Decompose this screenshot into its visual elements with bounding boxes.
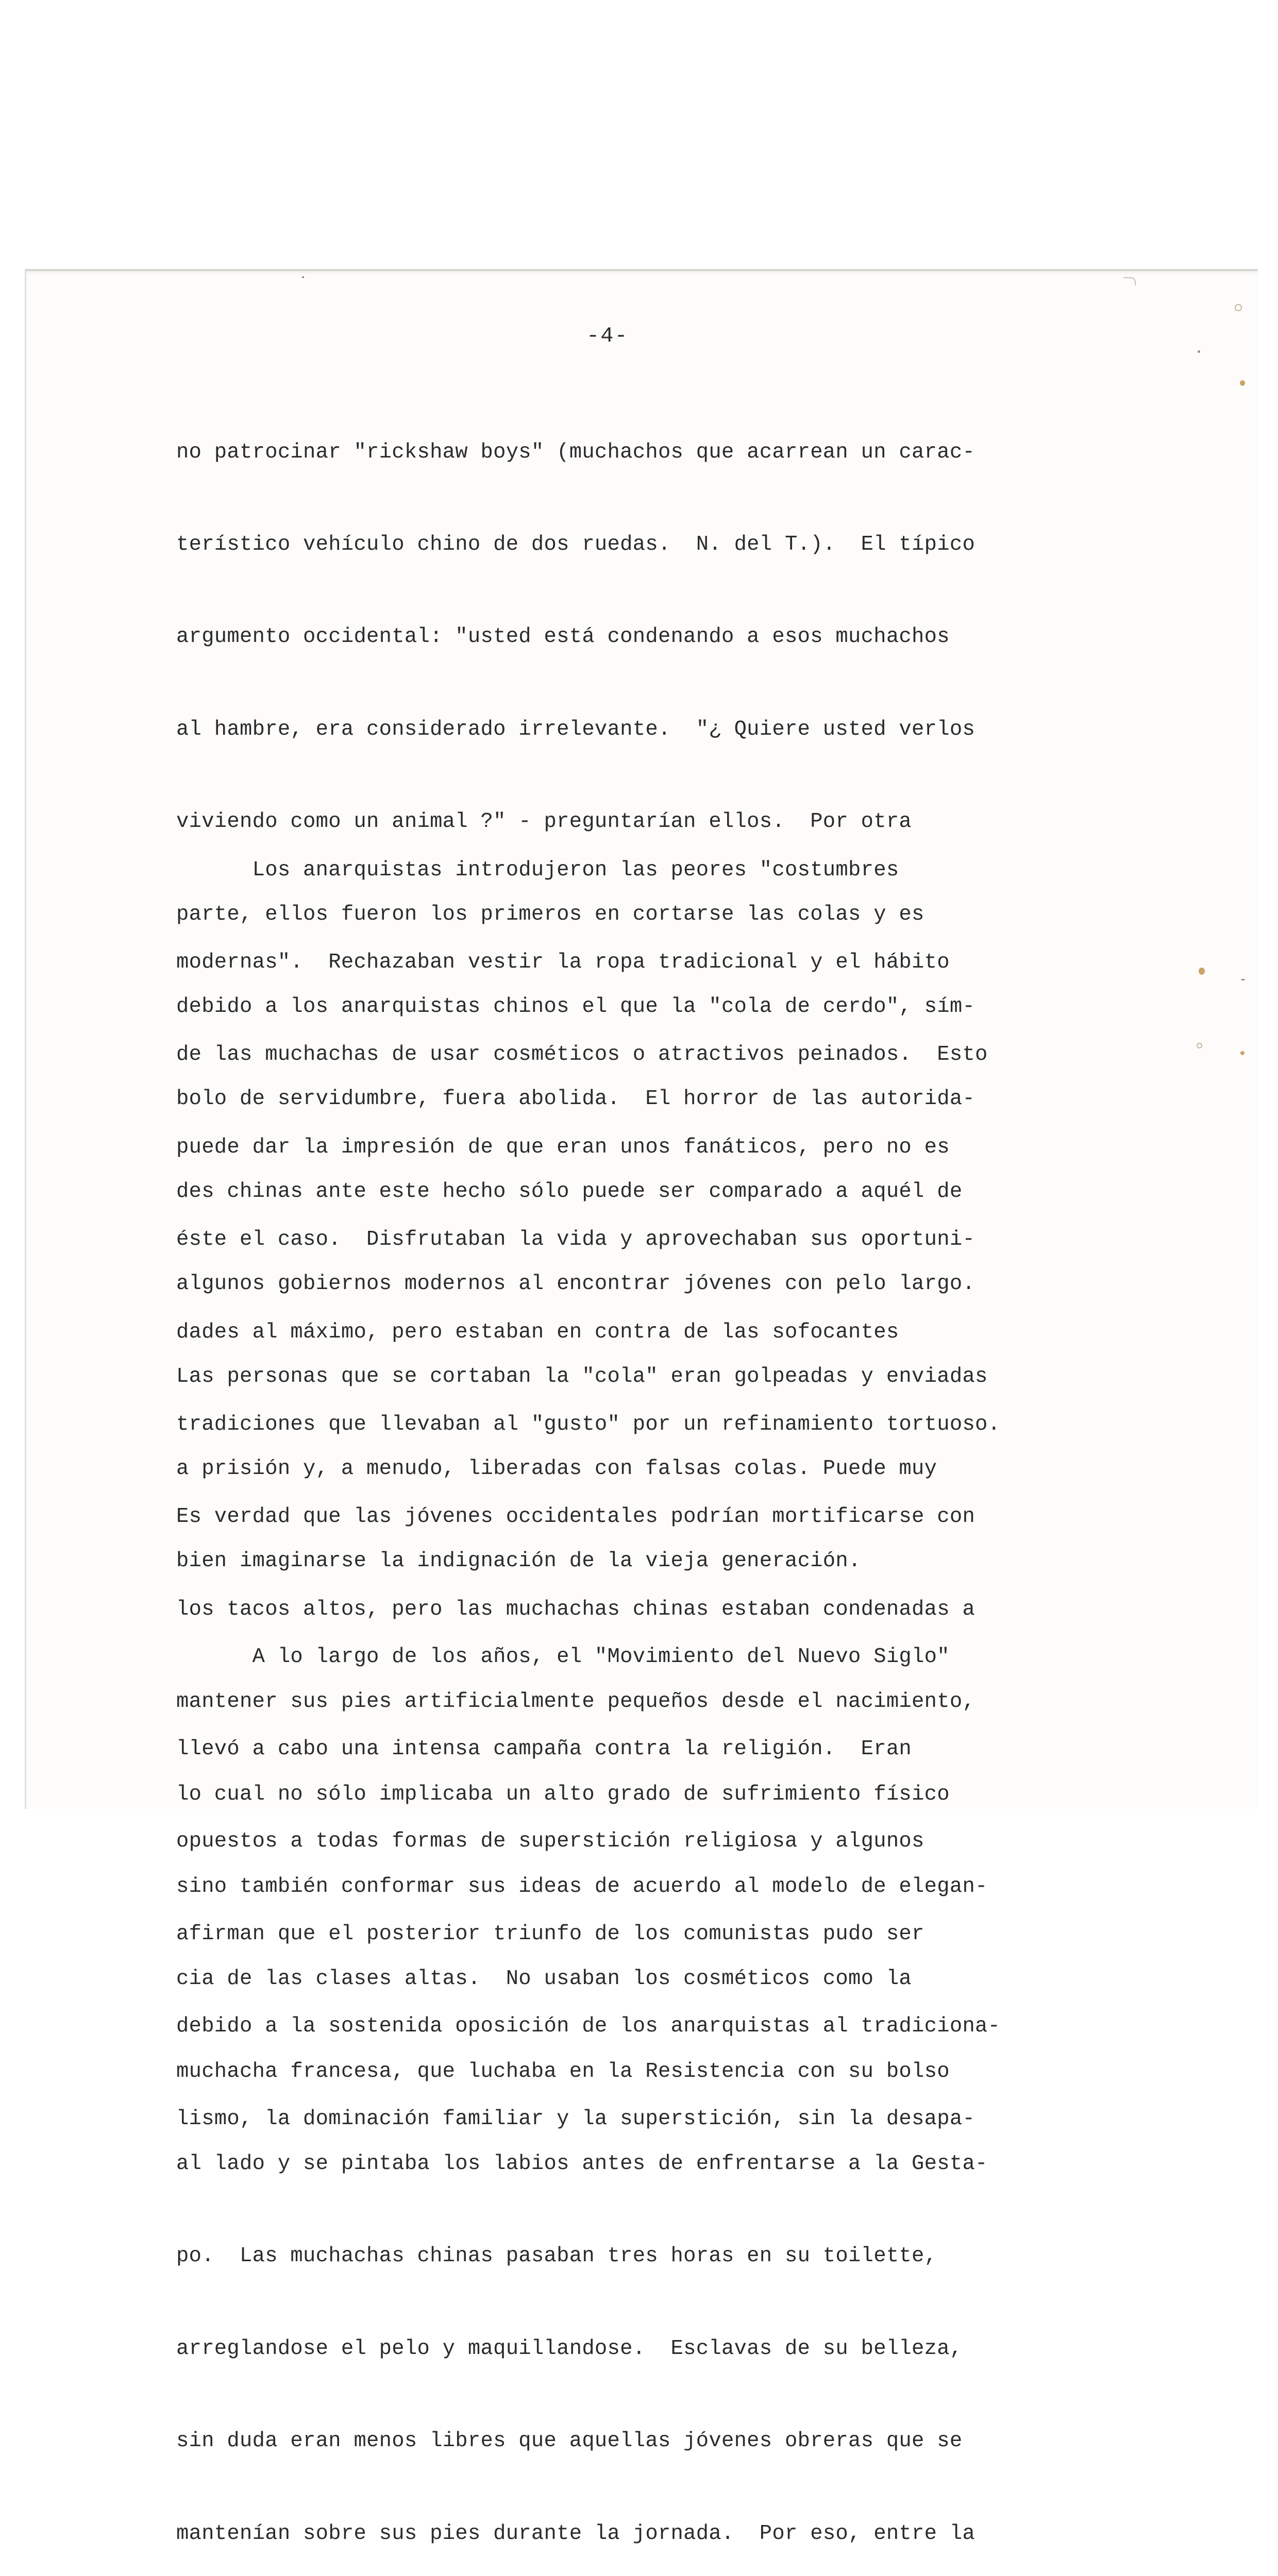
text-line: viviendo como un animal ?" - preguntarían ellos. Por otra [176, 810, 912, 834]
text-line: a prisión y, a menudo, liberadas con falsas colas. Puede muy [176, 1456, 937, 1481]
margin-ring-mark [1235, 304, 1242, 311]
text-line: bien imaginarse la indignación de la vieja generación. [176, 1549, 861, 1573]
text-line: tradiciones que llevaban al "gusto" por un refinamiento tortuoso. [176, 1412, 1001, 1436]
margin-ring-mark [1197, 1043, 1202, 1048]
paragraph-3 [176, 1580, 1068, 2165]
text-line: terístico vehículo chino de dos ruedas. N. del T.). El típico [176, 532, 976, 556]
text-line: modernas". Rechazaban vestir la ropa tradicional y el hábito [176, 950, 950, 974]
text-line: des chinas ante este hecho sólo puede ser comparado a aquél de [176, 1179, 963, 1204]
paper-corner-curl [1123, 277, 1136, 285]
text-line: éste el caso. Disfrutaban la vida y aprovechaban sus oportuni- [176, 1228, 976, 1252]
text-line: no patrocinar "rickshaw boys" (muchachos que acarrean un carac- [176, 440, 976, 464]
text-line: Los anarquistas introdujeron las peores "costumbres [176, 858, 899, 882]
text-line: llevó a cabo una intensa campaña contra la religión. Eran [176, 1737, 912, 1761]
margin-speck [302, 276, 304, 278]
text-line: al lado y se pintaba los labios antes de enfrentarse a la Gesta- [176, 2152, 988, 2176]
text-line: afirman que el posterior triunfo de los comunistas pudo ser [176, 1922, 924, 1946]
page-number: -4- [586, 324, 629, 348]
text-line: puede dar la impresión de que eran unos fanáticos, pero no es [176, 1135, 950, 1159]
text-line: sin duda eran menos libres que aquellas jóvenes obreras que se [176, 2429, 963, 2453]
text-line: lo cual no sólo implicaba un alto grado de sufrimiento físico [176, 1782, 950, 1806]
text-line: argumento occidental: "usted está condenando a esos muchachos [176, 625, 950, 649]
text-line: parte, ellos fueron los primeros en cortarse las colas y es [176, 902, 924, 926]
margin-speck [1198, 350, 1200, 353]
text-line: de las muchachas de usar cosméticos o atractivos peinados. Esto [176, 1043, 988, 1067]
text-line: dades al máximo, pero estaban en contra de las sofocantes [176, 1320, 899, 1344]
text-line: cia de las clases altas. No usaban los cosméticos como la [176, 1967, 912, 1991]
text-line: lismo, la dominación familiar y la superstición, sin la desapa- [176, 2107, 976, 2131]
text-line: Las personas que se cortaban la "cola" eran golpeadas y enviadas [176, 1364, 988, 1388]
text-line: mantener sus pies artificialmente pequeños desde el nacimiento, [176, 1690, 976, 1714]
text-line: mantenían sobre sus pies durante la jornada. Por eso, entre la [176, 2521, 976, 2546]
text-line: al hambre, era considerado irrelevante. "¿ Quiere usted verlos [176, 717, 976, 741]
text-line: Es verdad que las jóvenes occidentales podrían mortificarse con [176, 1505, 976, 1529]
text-line: sino también conformar sus ideas de acuerdo al modelo de elegan- [176, 1874, 988, 1899]
margin-stain [1199, 968, 1205, 975]
scan-background [0, 0, 1278, 268]
text-line: opuestos a todas formas de superstición religiosa y algunos [176, 1829, 924, 1854]
text-line: bolo de servidumbre, fuera abolida. El horror de las autorida- [176, 1087, 976, 1111]
text-line: algunos gobiernos modernos al encontrar jóvenes con pelo largo. [176, 1272, 976, 1296]
text-line: po. Las muchachas chinas pasaban tres horas en su toilette, [176, 2244, 937, 2268]
text-line: debido a los anarquistas chinos el que la "cola de cerdo", sím- [176, 994, 976, 1019]
margin-stain [1240, 1051, 1245, 1055]
text-line: los tacos altos, pero las muchachas chinas estaban condenadas a [176, 1597, 976, 1621]
margin-speck [1241, 979, 1245, 980]
margin-stain [1240, 380, 1245, 386]
text-line: arreglandose el pelo y maquillandose. Esclavas de su belleza, [176, 2336, 963, 2361]
text-line: A lo largo de los años, el "Movimiento del Nuevo Siglo" [176, 1645, 950, 1669]
text-line: muchacha francesa, que luchaba en la Resistencia con su bolso [176, 2059, 950, 2083]
text-line: debido a la sostenida oposición de los anarquistas al tradiciona- [176, 2014, 1001, 2039]
